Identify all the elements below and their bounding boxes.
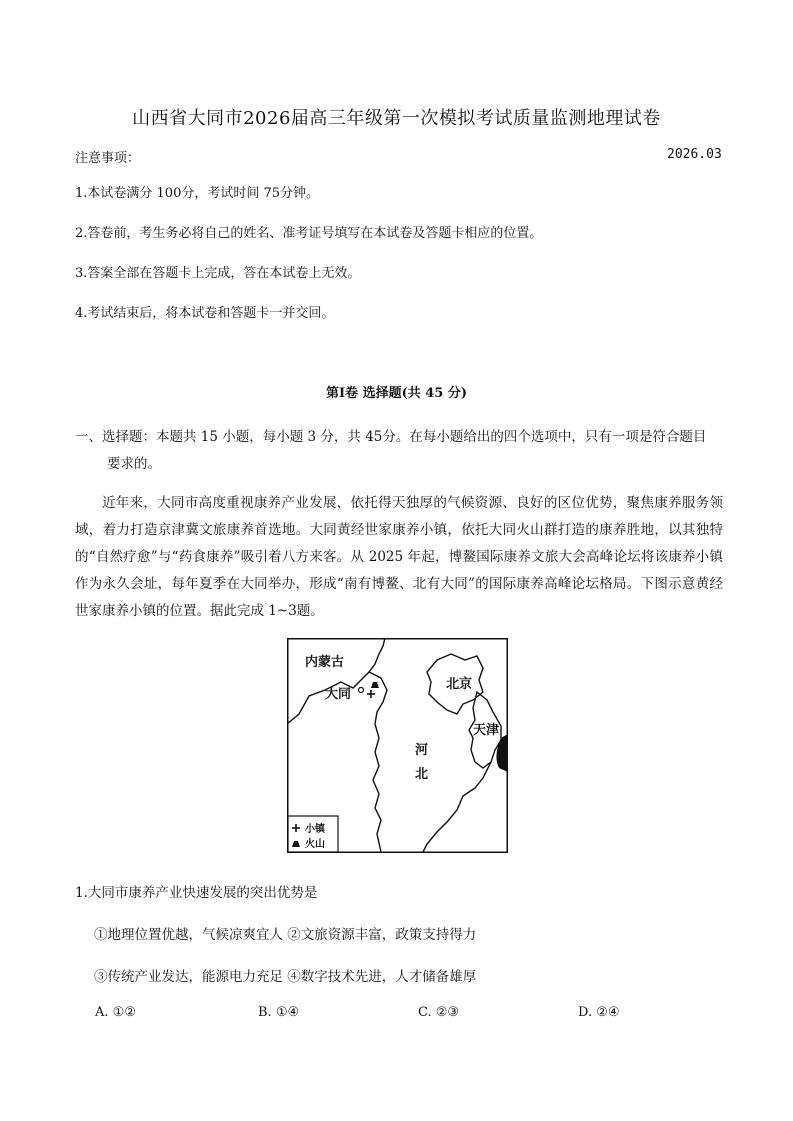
choice-c-key: C. — [418, 1005, 432, 1020]
choice-a-key: A. — [95, 1005, 109, 1020]
section-title: 第Ⅰ卷 选择题(共 45 分) — [325, 386, 468, 401]
legend-volcano-label: 火山 — [305, 839, 325, 850]
label-hebei-1: 河 — [415, 743, 429, 758]
notice-item-3: 3.答案全部在答题卡上完成，答在本试卷上无效。 — [75, 266, 361, 281]
choice-c-text: ②③ — [435, 1005, 460, 1020]
notice-label: 注意事项： — [75, 151, 141, 166]
choice-c[interactable] — [418, 1005, 459, 1020]
choice-b[interactable] — [258, 1005, 299, 1020]
exam-date: 2026.03 — [667, 147, 722, 162]
reading-passage: 近年来，大同市高度重视康养产业发展，依托得天独厚的气候资源、良好的区位优势，聚焦康养服务领域，着力打造京津冀文旅康养首选地。大同黄经世家康养小镇，依托大同火山群打造的康养胜地，以其独特的“自然疗愈”与“药食康养”吸引着八方来客。从 2025 年起，博鳌国际康养文旅大会高峰论坛将该康养小镇作为永久会址，每年夏季在大同举办，形成“南有博鳌、北有大同”的国际康养高峰论坛格局。下图示意黄经世家康养小镇的位置。据此完成 1~3题。 — [75, 495, 723, 619]
question-instruction-line1: 一、选择题：本题共 15 小题，每小题 3 分，共 45分。在每小题给出的四个选项中，只有一项是符合题目 — [75, 429, 707, 445]
choice-d[interactable] — [578, 1005, 620, 1020]
question-1-statements-a: ①地理位置优越，气候凉爽宜人 ②文旅资源丰富，政策支持得力 — [94, 927, 477, 943]
notice-item-2: 2.答卷前，考生务必将自己的姓名、准考证号填写在本试卷及答题卡相应的位置。 — [75, 226, 543, 241]
choice-b-key: B. — [258, 1005, 272, 1020]
label-tianjin: 天津 — [473, 723, 500, 738]
question-1-stem: 1.大同市康养产业快速发展的突出优势是 — [75, 885, 318, 901]
question-1-statements-b: ③传统产业发达，能源电力充足 ④数字技术先进，人才储备雄厚 — [94, 969, 477, 985]
choice-b-text: ①④ — [275, 1005, 300, 1020]
exam-title: 山西省大同市2026届高三年级第一次模拟考试质量监测地理试卷 — [132, 108, 661, 129]
label-datong: 大同 — [325, 687, 352, 702]
notice-item-1: 1.本试卷满分 100分，考试时间 75分钟。 — [75, 186, 320, 201]
city-marker-icon — [359, 688, 364, 693]
legend-town-label: 小镇 — [305, 824, 325, 835]
notice-item-4: 4.考试结束后，将本试卷和答题卡一并交回。 — [75, 306, 335, 321]
choice-a[interactable] — [95, 1005, 136, 1020]
question-instruction — [75, 424, 723, 478]
choice-a-text: ①② — [112, 1005, 136, 1020]
choice-d-text: ②④ — [596, 1005, 620, 1020]
label-neimenggu: 内蒙古 — [305, 655, 345, 670]
choice-d-key: D. — [578, 1005, 593, 1020]
question-instruction-line2: 要求的。 — [107, 456, 161, 472]
location-map — [287, 638, 508, 853]
label-beijing: 北京 — [446, 677, 473, 692]
label-hebei-2: 北 — [415, 767, 429, 782]
